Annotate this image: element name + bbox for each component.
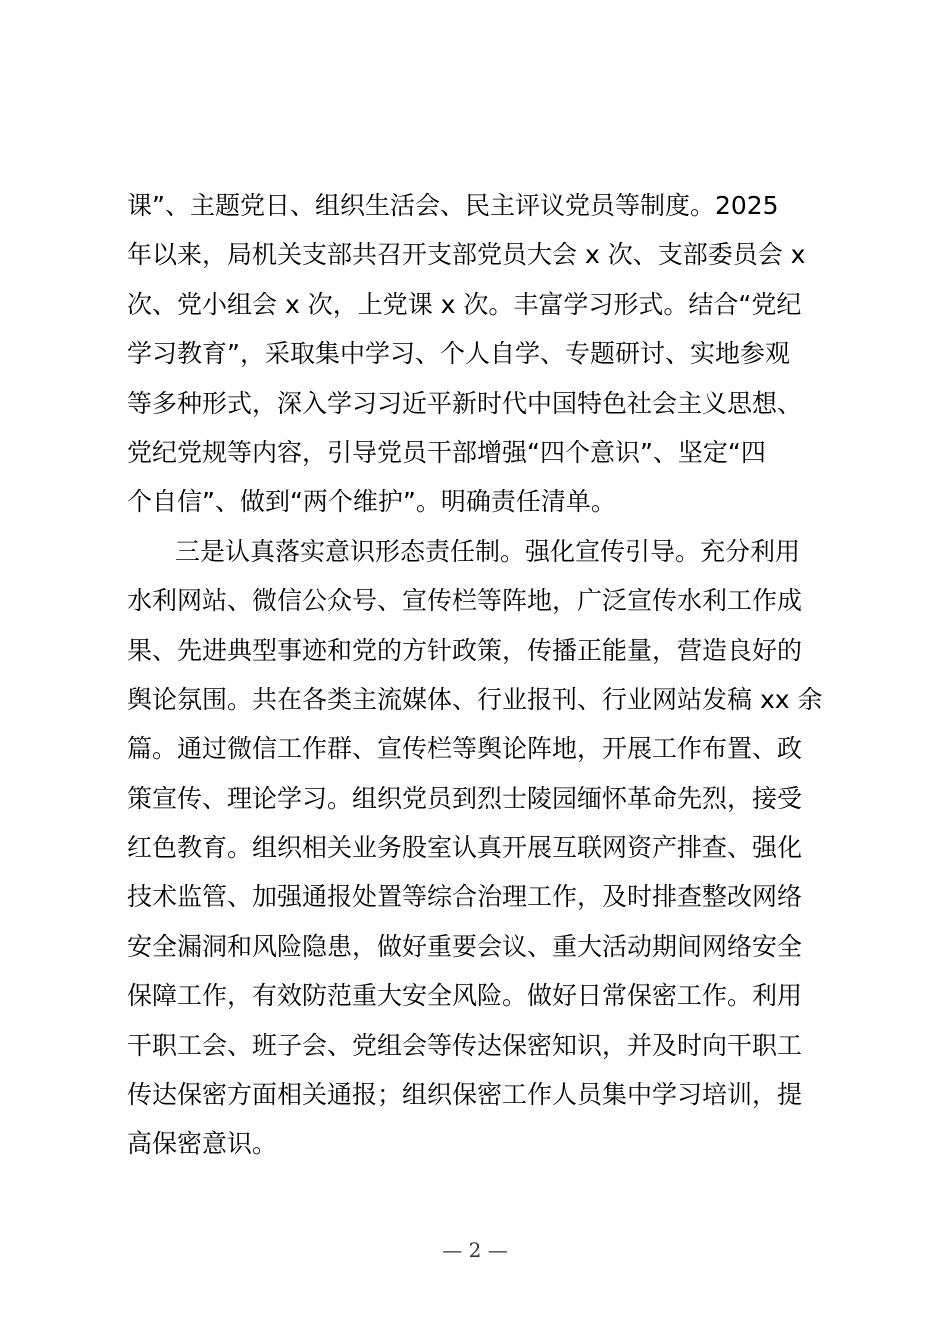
text-line: 红色教育。组织相关业务股室认真开展互联网资产排查、强化 [127, 833, 803, 863]
text-line: 技术监管、加强通报处置等综合治理工作，及时排查整改网络 [127, 882, 803, 912]
text-line: 策宣传、理论学习。组织党员到烈士陵园缅怀革命先烈，接受 [127, 783, 803, 813]
text-line: 干职工会、班子会、党组会等传达保密知识，并及时向干职工 [127, 1030, 803, 1060]
text-line: 果、先进典型事迹和党的方针政策，传播正能量，营造良好的 [127, 635, 803, 665]
text-line: 篇。通过微信工作群、宣传栏等舆论阵地，开展工作布置、政 [127, 734, 803, 764]
text-line: 课”、主题党日、组织生活会、民主评议党员等制度。2025 [127, 191, 779, 220]
text-line: 安全漏洞和风险隐患，做好重要会议、重大活动期间网络安全 [127, 931, 803, 961]
text-line: 个自信”、做到“两个维护”。明确责任清单。 [127, 487, 616, 517]
text-line: 水利网站、微信公众号、宣传栏等阵地，广泛宣传水利工作成 [127, 586, 803, 616]
text-line: 学习教育”，采取集中学习、个人自学、专题研讨、实地参观 [127, 339, 790, 369]
page-number: — 2 — [442, 1238, 508, 1262]
paragraph-start-line: 三是认真落实意识形态责任制。强化宣传引导。充分利用 [175, 536, 801, 566]
text-line: 次、党小组会 x 次，上党课 x 次。丰富学习形式。结合“党纪 [127, 289, 802, 319]
text-line: 保障工作，有效防范重大安全风险。做好日常保密工作。利用 [127, 981, 803, 1011]
text-line: 高保密意识。 [127, 1129, 278, 1159]
text-line: 年以来，局机关支部共召开支部党员大会 x 次、支部委员会 x [127, 240, 806, 270]
text-line: 党纪党规等内容，引导党员干部增强“四个意识”、坚定“四 [127, 437, 766, 467]
text-line: 舆论氛围。共在各类主流媒体、行业报刊、行业网站发稿 xx 余 [127, 684, 823, 714]
text-line: 等多种形式，深入学习习近平新时代中国特色社会主义思想、 [127, 388, 803, 418]
text-line: 传达保密方面相关通报；组织保密工作人员集中学习培训，提 [127, 1080, 803, 1110]
body-text [127, 181, 847, 1169]
